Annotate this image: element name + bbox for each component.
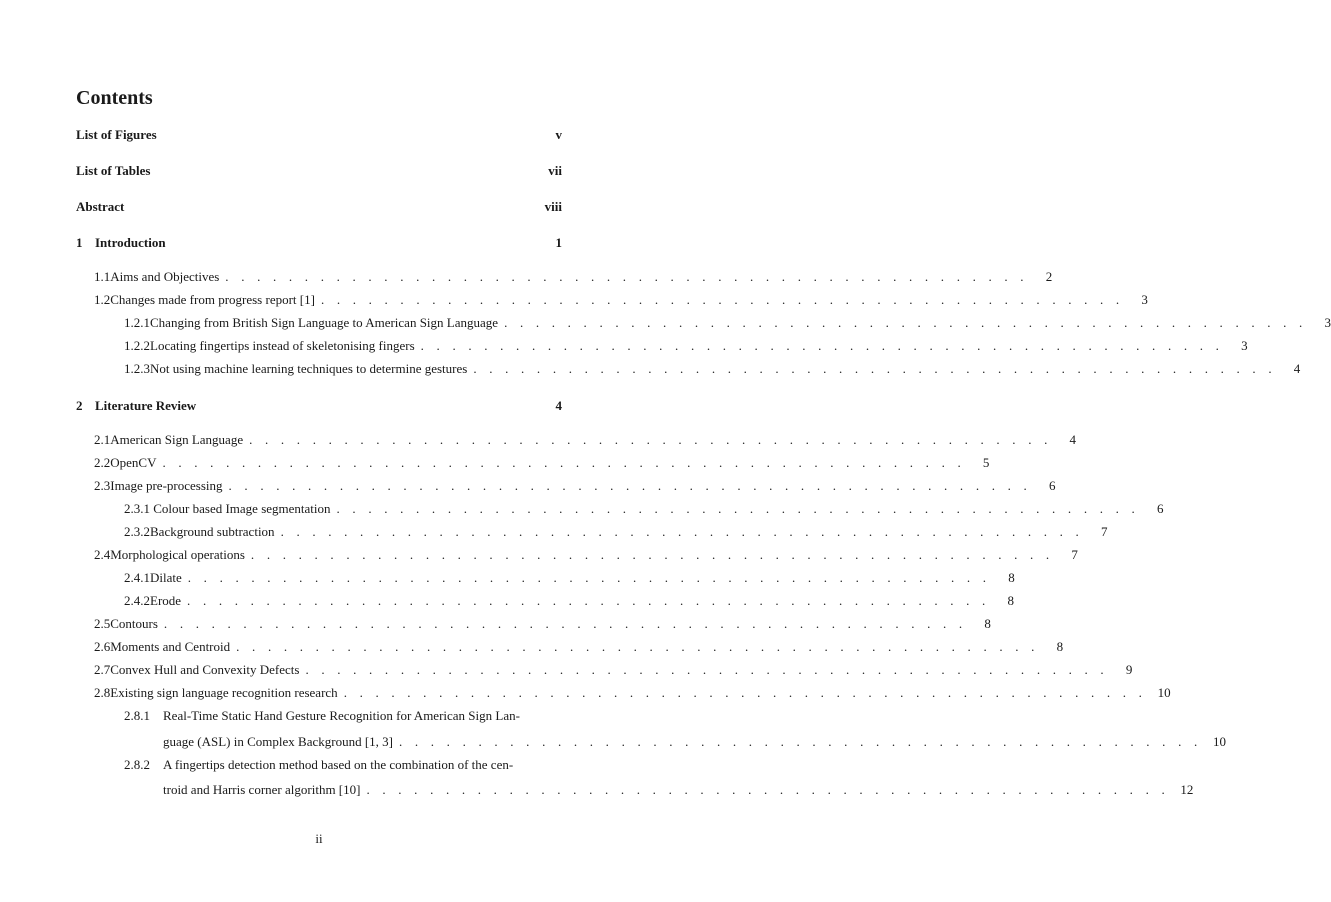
toc-number: 1: [76, 235, 83, 250]
toc-entry-subsection-2-8-1[interactable]: [124, 707, 538, 725]
toc-entry-subsection-2-8-2[interactable]: [124, 756, 538, 774]
toc-entry-section-2-7[interactable]: [94, 661, 1133, 679]
toc-leader: . . . . . . . . . . . . . . . . . . . . . . . . . . . . . . . . . . . . . . . . . . . . . . . . . . .: [420, 338, 1224, 353]
toc-page: 5: [982, 455, 990, 470]
toc-page: vii: [548, 163, 562, 178]
toc-leader: . . . . . . . . . . . . . . . . . . . . . . . . . . . . . . . . . . . . . . . . . . . . . . . . . . .: [305, 662, 1109, 677]
toc-leader: . . . . . . . . . . . . . . . . . . . . . . . . . . . . . . . . . . . . . . . . . . . . . . . . . . .: [225, 269, 1029, 284]
toc-leader: . . . . . . . . . . . . . . . . . . . . . . . . . . . . . . . . . . . . . . . . . . . . . . . . . . .: [473, 361, 1277, 376]
toc-page: 4: [555, 398, 562, 413]
toc-leader: . . . . . . . . . . . . . . . . . . . . . . . . . . . . . . . . . . . . . . . . . . . . . . . . . . .: [366, 782, 1170, 797]
toc-entry-list-of-figures[interactable]: [76, 126, 562, 144]
toc-page: 6: [1156, 501, 1164, 516]
toc-leader: . . . . . . . . . . . . . . . . . . . . . . . . . . . . . . . . . . . . . . . . . . . . . . . . . . .: [163, 616, 967, 631]
toc-label: List of Figures: [76, 127, 157, 142]
toc-leader: . . . . . . . . . . . . . . . . . . . . . . . . . . . . . . . . . . . . . . . . . . . . . . . . . . .: [504, 315, 1308, 330]
toc-leader: . . . . . . . . . . . . . . . . . . . . . . . . . . . . . . . . . . . . . . . . . . . . . . . . . . .: [162, 455, 966, 470]
toc-page: 3: [1324, 315, 1331, 330]
toc-leader: . . . . . . . . . . . . . . . . . . . . . . . . . . . . . . . . . . . . . . . . . . . . . . . . . . .: [250, 547, 1054, 562]
toc-page: 8: [1007, 593, 1014, 608]
toc-entry-list-of-tables[interactable]: [76, 162, 562, 180]
toc-number: 1.2.1: [124, 315, 150, 330]
toc-entry-section-2-6[interactable]: [94, 638, 1064, 656]
toc-number: 2: [76, 398, 83, 413]
toc-number: 2.4: [94, 547, 111, 562]
toc-entry-section-1-1[interactable]: [94, 268, 1053, 286]
toc-label-continued: troid and Harris corner algorithm [10]: [163, 782, 361, 797]
toc-label: OpenCV: [110, 455, 157, 470]
toc-page: 4: [1293, 361, 1301, 376]
toc-number: 2.8.1: [124, 708, 150, 723]
toc-label: Erode: [150, 593, 182, 608]
toc-label: Dilate: [150, 570, 182, 585]
toc-page: 9: [1125, 662, 1133, 677]
toc-page: 4: [1069, 432, 1077, 447]
toc-page: 8: [1056, 639, 1064, 654]
toc-label: Changing from British Sign Language to American Sign Language: [150, 315, 499, 330]
toc-page: viii: [544, 199, 562, 214]
toc-leader: . . . . . . . . . . . . . . . . . . . . . . . . . . . . . . . . . . . . . . . . . . . . . . . . . . .: [343, 685, 1147, 700]
page-title: Contents: [76, 87, 153, 109]
toc-entry-subsection-1-2-2[interactable]: [124, 337, 1248, 355]
toc-page: 3: [1141, 292, 1148, 307]
toc-leader: . . . . . . . . . . . . . . . . . . . . . . . . . . . . . . . . . . . . . . . . . . . . . . . . . . .: [398, 734, 1202, 749]
toc-entry-subsection-2-3-2[interactable]: [124, 523, 1108, 541]
toc-number: 2.8.2: [124, 757, 150, 772]
toc-page: 1: [555, 235, 562, 250]
toc-number: 2.3.2: [124, 524, 150, 539]
toc-leader: . . . . . . . . . . . . . . . . . . . . . . . . . . . . . . . . . . . . . . . . . . . . . . . . . . .: [249, 432, 1053, 447]
toc-label: Contours: [110, 616, 158, 631]
toc-label: Literature Review: [95, 398, 197, 413]
toc-entry-subsection-2-8-2-continued[interactable]: [163, 781, 1194, 799]
page-number: ii: [315, 831, 323, 846]
toc-label: Existing sign language recognition research: [110, 685, 338, 700]
toc-number: 2.7: [94, 662, 111, 677]
toc-page: 6: [1048, 478, 1056, 493]
toc-entry-subsection-2-8-1-continued[interactable]: [163, 733, 1226, 751]
toc-page: 10: [1157, 685, 1171, 700]
toc-number: 1.1: [94, 269, 111, 284]
toc-entry-section-2-8[interactable]: [94, 684, 1171, 702]
toc-number: 2.4.1: [124, 570, 150, 585]
toc-page: 12: [1180, 782, 1194, 797]
toc-number: 1.2.2: [124, 338, 150, 353]
toc-entry-section-2-5[interactable]: [94, 615, 991, 633]
toc-page: 3: [1241, 338, 1248, 353]
toc-number: 2.1: [94, 432, 111, 447]
toc-entry-subsection-2-3-1[interactable]: [124, 500, 1164, 518]
toc-label: Real-Time Static Hand Gesture Recognition for American Sign Lan-: [163, 708, 520, 723]
toc-label: Colour based Image segmentation: [150, 501, 331, 516]
toc-label: Introduction: [95, 235, 166, 250]
toc-entry-section-2-2[interactable]: [94, 454, 990, 472]
toc-label: List of Tables: [76, 163, 151, 178]
toc-label-continued: guage (ASL) in Complex Background [1, 3]: [163, 734, 393, 749]
toc-leader: . . . . . . . . . . . . . . . . . . . . . . . . . . . . . . . . . . . . . . . . . . . . . . . . . . .: [187, 570, 991, 585]
toc-leader: . . . . . . . . . . . . . . . . . . . . . . . . . . . . . . . . . . . . . . . . . . . . . . . . . . .: [280, 524, 1084, 539]
toc-number: 1.2: [94, 292, 111, 307]
toc-leader: . . . . . . . . . . . . . . . . . . . . . . . . . . . . . . . . . . . . . . . . . . . . . . . . . . .: [336, 501, 1140, 516]
toc-number: 1.2.3: [124, 361, 150, 376]
toc-entry-subsection-2-4-1[interactable]: [124, 569, 1015, 587]
toc-label: Morphological operations: [110, 547, 245, 562]
toc-page: 7: [1071, 547, 1078, 562]
toc-number: 2.4.2: [124, 593, 150, 608]
toc-entry-subsection-1-2-1[interactable]: [124, 314, 1331, 332]
toc-number: 2.8: [94, 685, 111, 700]
toc-entry-section-2-4[interactable]: [94, 546, 1078, 564]
toc-page: 8: [1008, 570, 1015, 585]
toc-number: 2.2: [94, 455, 111, 470]
toc-entry-chapter-2[interactable]: [76, 397, 562, 415]
toc-page: 8: [984, 616, 991, 631]
toc-entry-subsection-2-4-2[interactable]: [124, 592, 1014, 610]
toc-label: A fingertips detection method based on the combination of the cen-: [163, 757, 514, 772]
toc-entry-section-1-2[interactable]: [94, 291, 1148, 309]
toc-entry-abstract[interactable]: [76, 198, 562, 216]
toc-page: 7: [1101, 524, 1108, 539]
toc-entry-chapter-1[interactable]: [76, 234, 562, 252]
toc-label: Moments and Centroid: [110, 639, 231, 654]
toc-leader: . . . . . . . . . . . . . . . . . . . . . . . . . . . . . . . . . . . . . . . . . . . . . . . . . . .: [320, 292, 1124, 307]
toc-label: Aims and Objectives: [110, 269, 220, 284]
toc-entry-section-2-1[interactable]: [94, 431, 1077, 449]
toc-page: 10: [1212, 734, 1226, 749]
toc-label: Not using machine learning techniques to determine gestures: [150, 361, 468, 376]
toc-number: 2.3: [94, 478, 111, 493]
toc-label: Convex Hull and Convexity Defects: [110, 662, 300, 677]
toc-label: American Sign Language: [110, 432, 244, 447]
toc-label: Changes made from progress report [1]: [110, 292, 315, 307]
toc-entry-section-2-3[interactable]: [94, 477, 1056, 495]
toc-leader: . . . . . . . . . . . . . . . . . . . . . . . . . . . . . . . . . . . . . . . . . . . . . . . . . . .: [187, 593, 990, 608]
toc-page: v: [555, 127, 562, 142]
toc-entry-subsection-1-2-3[interactable]: [124, 360, 1301, 378]
toc-number: 2.3.1: [124, 501, 150, 516]
toc-number: 2.5: [94, 616, 111, 631]
toc-leader: . . . . . . . . . . . . . . . . . . . . . . . . . . . . . . . . . . . . . . . . . . . . . . . . . . .: [228, 478, 1032, 493]
toc-label: Background subtraction: [150, 524, 275, 539]
toc-label: Image pre-processing: [110, 478, 223, 493]
toc-label: Abstract: [76, 199, 125, 214]
toc-leader: . . . . . . . . . . . . . . . . . . . . . . . . . . . . . . . . . . . . . . . . . . . . . . . . . . .: [236, 639, 1040, 654]
toc-number: 2.6: [94, 639, 111, 654]
toc-label: Locating fingertips instead of skeletonising fingers: [150, 338, 415, 353]
toc-page: 2: [1045, 269, 1053, 284]
